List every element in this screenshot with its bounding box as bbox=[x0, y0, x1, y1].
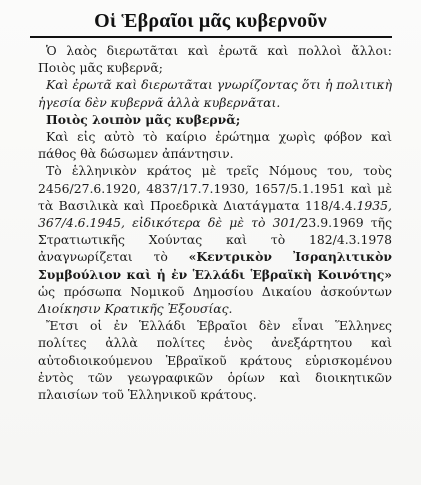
laws-text-2: 1935, 367/4.6.1945, εἰδικότερα δὲ μὲ τὸ 301/ bbox=[38, 197, 392, 231]
document-title: Οἱ Ἑβραῖοι μᾶς κυβερνοῦν bbox=[94, 10, 327, 32]
paragraph-question: Ὁ λαὸς διερωτᾶται καὶ ἐρωτᾶ καὶ πολλοὶ ἄλλοι: Ποιὸς μᾶς κυβερνᾶ; bbox=[38, 43, 392, 76]
laws-text-1: Τὸ ἑλληνικὸν κράτος μὲ τρεῖς Νόμους του, τοὺς 2456/27.6.1920, 4837/17.7.1930, 1657/5.1.1951 καὶ μὲ τὰ Βασιλικὰ καὶ Προεδρικὰ Διατάγματα 118/4.4. bbox=[38, 163, 392, 213]
laws-text-5: Διοίκησιν Κρατικῆς Ἐξουσίας. bbox=[38, 301, 233, 317]
laws-council-name: «Κεντρικὸν Ἰσραηλιτικὸν Συμβούλιον καὶ ἡ ἐν Ἑλλάδι Ἑβραϊκὴ Κοινότης» bbox=[38, 249, 392, 282]
laws-text-4: ὡς πρόσωπα Νομικοῦ Δημοσίου Δικαίου ἀσκούντων bbox=[38, 283, 392, 299]
paragraph-laws bbox=[38, 162, 392, 317]
laws-text-3: 23.9.1969 τῆς Στρατιωτικῆς Χούντας καὶ τὸ 182/4.3.1978 ἀναγνωρίζεται τὸ bbox=[38, 215, 393, 265]
paragraph-answer-intro: Καὶ εἰς αὐτὸ τὸ καίριο ἐρώτημα χωρὶς φόβον καὶ πάθος θὰ δώσωμεν ἀπάντησιν. bbox=[38, 129, 392, 162]
paragraph-political-leadership: Καὶ ἐρωτᾶ καὶ διερωτᾶται γνωρίζοντας ὅτι ἡ πολιτικὴ ἡγεσία δὲν κυβερνᾶ ἀλλὰ κυβερνᾶται. bbox=[38, 77, 392, 110]
paragraph-who-governs: Ποιὸς λοιπὸν μᾶς κυβερνᾶ; bbox=[46, 111, 241, 127]
paragraph-conclusion: Ἔτσι οἱ ἐν Ἑλλάδι Ἑβραῖοι δὲν εἶναι Ἕλληνες πολίτες ἀλλὰ πολίτες ἑνὸς ἀνεξάρτητου καὶ αὐτοδιοικούμενου Ἑβραϊκοῦ κράτους εὑρισκομένου ἐντὸς τῶν γεωγραφικῶν ὁρίων καὶ διοικητικῶν πλαισίων τοῦ Ἑλληνικοῦ κράτους. bbox=[38, 318, 392, 403]
title-underline bbox=[30, 36, 392, 38]
article-body bbox=[38, 42, 392, 403]
